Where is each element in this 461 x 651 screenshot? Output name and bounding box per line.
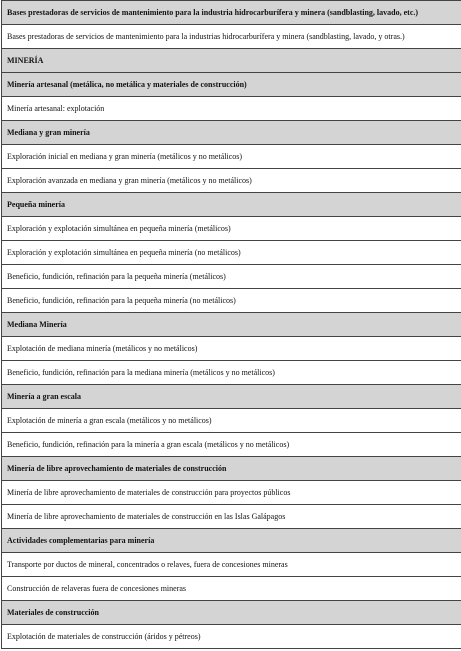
section-header-row: Mediana Minería	[2, 313, 461, 337]
activity-row: Minería de libre aprovechamiento de materiales de construcción en las Islas Galápagos	[2, 505, 461, 529]
mining-activities-table	[1, 0, 461, 649]
activity-row: Bases prestadoras de servicios de mantenimiento para la industrias hidrocarburífera y minera (sandblasting, lavado, y otras.)	[2, 25, 461, 49]
section-header-row: Minería de libre aprovechamiento de materiales de construcción	[2, 457, 461, 481]
activity-row: Exploración y explotación simultánea en pequeña minería (no metálicos)	[2, 241, 461, 265]
activity-row: Minería de libre aprovechamiento de materiales de construcción para proyectos públicos	[2, 481, 461, 505]
activity-row: Beneficio, fundición, refinación para la pequeña minería (metálicos)	[2, 265, 461, 289]
section-header-row: Actividades complementarias para minería	[2, 529, 461, 553]
section-header-row: Materiales de construcción	[2, 601, 461, 625]
activity-row: Explotación de materiales de construcción (áridos y pétreos)	[2, 625, 461, 649]
activity-row: Exploración y explotación simultánea en pequeña minería (metálicos)	[2, 217, 461, 241]
activity-row: Explotación de mediana minería (metálicos y no metálicos)	[2, 337, 461, 361]
section-header-row: Minería artesanal (metálica, no metálica y materiales de construcción)	[2, 73, 461, 97]
activity-row: Beneficio, fundición, refinación para la mediana minería (metálicos y no metálicos)	[2, 361, 461, 385]
activity-row: Exploración avanzada en mediana y gran minería (metálicos y no metálicos)	[2, 169, 461, 193]
activity-row: Explotación de minería a gran escala (metálicos y no metálicos)	[2, 409, 461, 433]
activity-row: Minería artesanal: explotación	[2, 97, 461, 121]
activity-row: Transporte por ductos de mineral, concentrados o relaves, fuera de concesiones mineras	[2, 553, 461, 577]
section-header-row: Mediana y gran minería	[2, 121, 461, 145]
activity-row: Beneficio, fundición, refinación para la pequeña minería (no metálicos)	[2, 289, 461, 313]
section-header-row: MINERÍA	[2, 49, 461, 73]
section-header-row: Bases prestadoras de servicios de mantenimiento para la industria hidrocarburífera y minera (sandblasting, lavado, etc.)	[2, 1, 461, 25]
activity-row: Construcción de relaveras fuera de concesiones mineras	[2, 577, 461, 601]
section-header-row: Minería a gran escala	[2, 385, 461, 409]
activity-row: Exploración inicial en mediana y gran minería (metálicos y no metálicos)	[2, 145, 461, 169]
section-header-row: Pequeña minería	[2, 193, 461, 217]
activity-row: Beneficio, fundición, refinación para la minería a gran escala (metálicos y no metálicos)	[2, 433, 461, 457]
